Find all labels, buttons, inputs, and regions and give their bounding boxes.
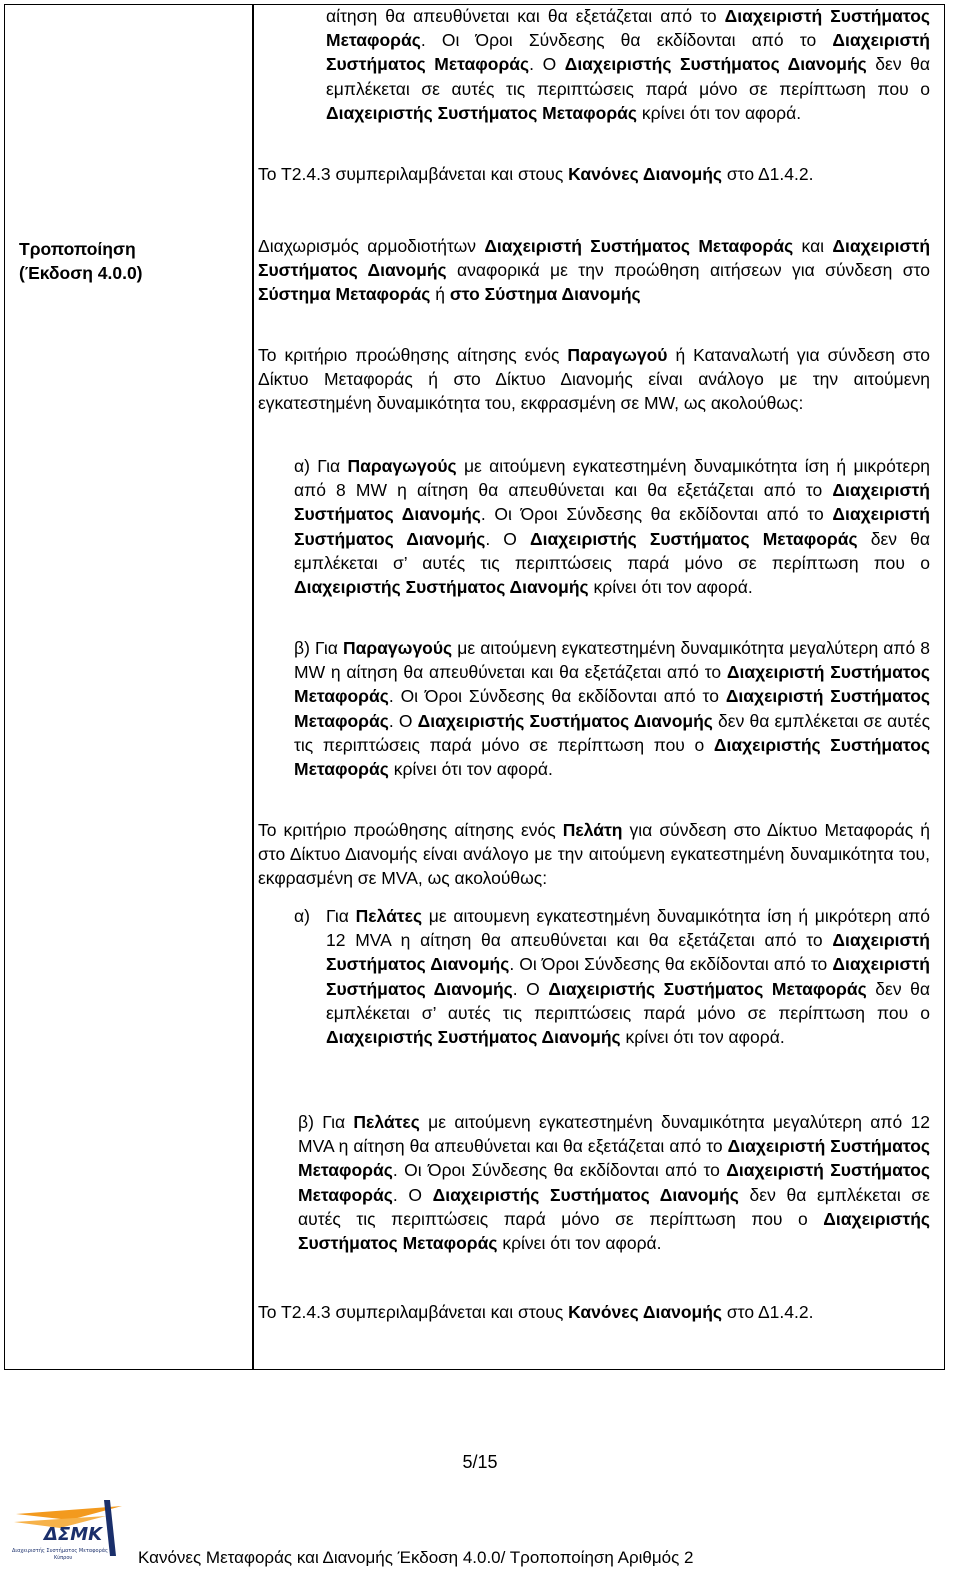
section-heading: Διαχωρισμός αρμοδιοτήτων Διαχειριστή Συστήματος Μεταφοράς και Διαχειριστή Συστήματος Διανομής αναφορικά με την προώθηση αιτήσεων για σύνδεση στο Σύστημα Μεταφοράς ή στο Σύστημα Διανομής — [258, 236, 931, 305]
customer-item-a: α) Για Πελάτες με αιτουμενη εγκατεστημένη δυναμικότητα ίση ή μικρότερη από 12 MVA η αίτηση θα απευθύνεται και θα εξετάζεται από το Διαχειριστή Συστήματος Διανομής. Οι Όροι Σύνδεσης θα εκδίδονται από το Διαχειριστή Συστήματος Διανομής. Ο Διαχειριστής Συστήματος Μεταφοράς δεν θα εμπλέκεται σ’ αυτές τις περιπτώσεις παρά μόνο σε περίπτωση που ο Διαχειριστής Συστήματος Διανομής κρίνει ότι τον αφορά. — [294, 906, 931, 1048]
svg-text:Κύπρου: Κύπρου — [54, 1555, 73, 1561]
cross-ref-1: Το Τ2.4.3 συμπεριλαμβάνεται και στους Κανόνες Διανομής στο Δ1.4.2. — [258, 164, 814, 184]
producer-item-a: α) Για Παραγωγούς με αιτούμενη εγκατεστημένη δυναμικότητα ίση ή μικρότερη από 8 MW η αίτηση θα απευθύνεται και θα εξετάζεται από το Διαχειριστή Συστήματος Διανομής. Οι Όροι Σύνδεσης θα εκδίδονται από το Διαχειριστή Συστήματος Διανομής. Ο Διαχειριστής Συστήματος Μεταφοράς δεν θα εμπλέκεται σ’ αυτές τις περιπτώσεις παρά μόνο σε περίπτωση που ο Διαχειριστής Συστήματος Διανομής κρίνει ότι τον αφορά. — [294, 456, 931, 598]
document-footer-title: Κανόνες Μεταφοράς και Διανομής Έκδοση 4.0.0/ Τροποποίηση Αριθμός 2 — [138, 1548, 694, 1567]
column-divider — [252, 5, 254, 1369]
dsmk-logo — [10, 1496, 130, 1568]
amendment-label — [19, 237, 244, 285]
cross-ref-2: Το Τ2.4.3 συμπεριλαμβάνεται και στους Κανόνες Διανομής στο Δ1.4.2. — [258, 1302, 814, 1322]
amendment-label-line1: Τροποποίηση — [19, 239, 136, 259]
svg-text:ΔΣΜΚ: ΔΣΜΚ — [44, 1524, 103, 1545]
customer-criterion: Το κριτήριο προώθησης αίτησης ενός Πελάτη για σύνδεση στο Δίκτυο Μεταφοράς ή στο Δίκτυο Διανομής είναι ανάλογο με την αιτούμενη εγκατεστημένη δυναμικότητα του, εκφρασμένη σε MVA, ως ακολούθως: — [258, 820, 930, 889]
svg-text:Διαχειριστής Συστήματος Μεταφο: Διαχειριστής Συστήματος Μεταφοράς — [12, 1548, 108, 1554]
amendment-label-line2: (Έκδοση 4.0.0) — [19, 263, 143, 283]
page-number: 5/15 — [462, 1452, 498, 1472]
producer-criterion: Το κριτήριο προώθησης αίτησης ενός Παραγωγού ή Καταναλωτή για σύνδεση στο Δίκτυο Μεταφοράς ή στο Δίκτυο Διανομής είναι ανάλογο με την αιτούμενη εγκατεστημένη δυναμικότητα του, εκφρασμένη σε MW, ως ακολούθως: — [258, 345, 930, 414]
continued-paragraph: αίτηση θα απευθύνεται και θα εξετάζεται από το Διαχειριστή Συστήματος Μεταφοράς. Οι Όροι Σύνδεσης θα εκδίδονται από το Διαχειριστή Συστήματος Μεταφοράς. Ο Διαχειριστής Συστήματος Διανομής δεν θα εμπλέκεται σε αυτές τις περιπτώσεις παρά μόνο σε περίπτωση που ο Διαχειριστής Συστήματος Μεταφοράς κρίνει ότι τον αφορά. — [326, 6, 931, 123]
producer-item-b: β) Για Παραγωγούς με αιτούμενη εγκατεστημένη δυναμικότητα μεγαλύτερη από 8 MW η αίτηση θα απευθύνεται και θα εξετάζεται από το Διαχειριστή Συστήματος Μεταφοράς. Οι Όροι Σύνδεσης θα εκδίδονται από το Διαχειριστή Συστήματος Μεταφοράς. Ο Διαχειριστής Συστήματος Διανομής δεν θα εμπλέκεται σε αυτές τις περιπτώσεις παρά μόνο σε περίπτωση που ο Διαχειριστής Συστήματος Μεταφοράς κρίνει ότι τον αφορά. — [294, 638, 930, 780]
customer-item-b: β) Για Πελάτες με αιτούμενη εγκατεστημένη δυναμικότητα μεγαλύτερη από 12 MVA η αίτηση θα απευθύνεται και θα εξετάζεται από το Διαχειριστή Συστήματος Μεταφοράς. Οι Όροι Σύνδεσης θα εκδίδονται από το Διαχειριστή Συστήματος Μεταφοράς. Ο Διαχειριστής Συστήματος Διανομής δεν θα εμπλέκεται σε αυτές τις περιπτώσεις παρά μόνο σε περίπτωση που ο Διαχειριστής Συστήματος Μεταφοράς κρίνει ότι τον αφορά. — [298, 1112, 930, 1254]
